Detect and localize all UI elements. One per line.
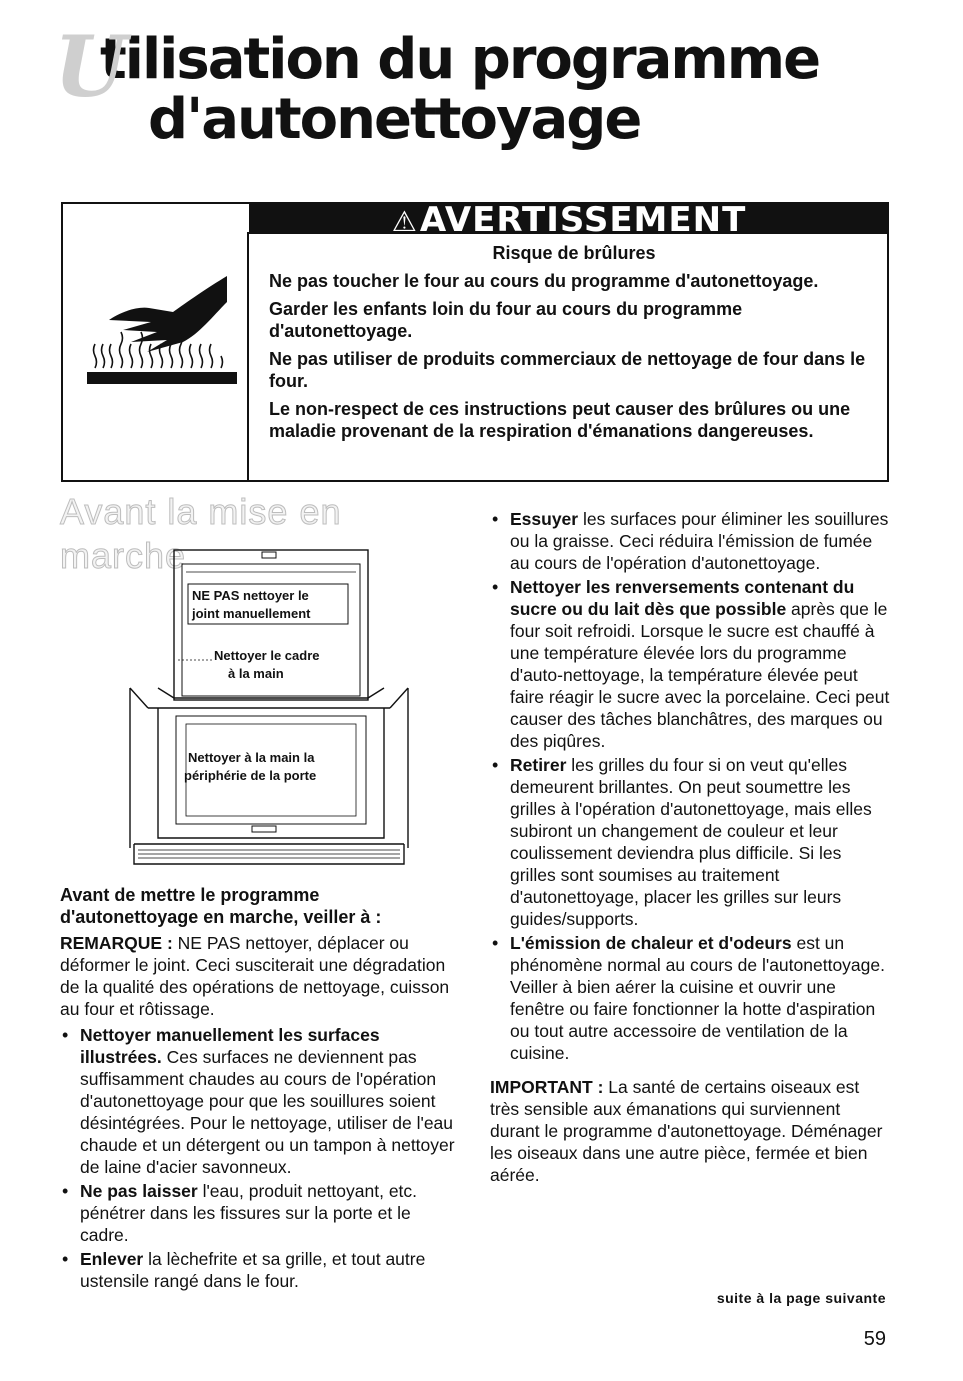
warning-header-label: AVERTISSEMENT <box>419 200 747 240</box>
warning-text <box>269 242 879 448</box>
callout-door-line-2: périphérie de la porte <box>184 768 317 783</box>
list-item <box>60 1248 460 1292</box>
note-text: NE PAS nettoyer, déplacer ou déformer le joint. Ceci susciterait une dégradation de la qualité des opérations de nettoyage, cuisson au four et rôtissage. <box>60 933 450 1019</box>
bullet-lead: Ne pas laisser <box>80 1181 198 1201</box>
bullet-lead: Enlever <box>80 1249 144 1269</box>
warning-line-4: Le non-respect de ces instructions peut causer des brûlures ou une maladie provenant de la respiration d'émanations dangereuses. <box>269 399 851 441</box>
svg-text:à la main <box>228 666 284 681</box>
list-item <box>490 754 890 930</box>
bullet-lead: Essuyer <box>510 509 579 529</box>
list-item <box>60 1024 460 1178</box>
list-item <box>490 932 890 1064</box>
list-item <box>60 1180 460 1246</box>
bullet-text: est un phénomène normal au cours de l'autonettoyage. Veiller à bien aérer la cuisine et ouvrir une fenêtre ou faire fonctionner la hotte d'aspiration ou tout autre accessoire de ventilation de la cuisine. <box>510 933 885 1063</box>
important-text: La santé de certains oiseaux est très sensible aux émanations qui surviennent durant le programme d'autonettoyage. Déménager les oiseaux dans une autre pièce, fermée et bien aérée. <box>490 1077 883 1185</box>
continued-note: suite à la page suivante <box>716 1290 886 1306</box>
warning-line-2: Garder les enfants loin du four au cours du programme d'autonettoyage. <box>269 299 743 341</box>
warning-heading: Risque de brûlures <box>492 243 656 263</box>
right-bullet-list <box>490 508 890 1064</box>
warning-divider <box>247 232 249 482</box>
list-item <box>490 576 890 752</box>
bullet-text: les grilles du four si on veut qu'elles demeurent brillantes. On peut soumettre les grilles à l'opération d'autonettoyage, mais elles subiront un changement de couleur et leur coulissement deviendra plus difficile. Si les grilles sont soumises au traitement d'autonettoyage, placer les grilles sur leurs guides/supports. <box>510 755 872 929</box>
page-title <box>54 17 940 152</box>
bullet-lead: Retirer <box>510 755 567 775</box>
svg-text:Nettoyer à la main la <box>188 750 315 765</box>
left-heading: Avant de mettre le programme d'autonettoyage en marche, veiller à : <box>60 885 382 927</box>
bullet-text: les surfaces pour éliminer les souillures ou la graisse. Ceci réduira l'émission de fumée au cours de l'opération d'autonettoyage. <box>510 509 889 573</box>
bullet-text: Ces surfaces ne deviennent pas suffisamment chaudes au cours de l'opération d'autonettoyage pour que les souillures soient désintégrées. Pour le nettoyage, utiliser de l'eau chaude et un détergent ou un tampon à nettoyer de laine d'acier savonneux. <box>80 1047 455 1177</box>
important-paragraph <box>490 1076 890 1186</box>
left-bullet-list <box>60 1024 460 1292</box>
bullet-text: la lèchefrite et sa grille, et tout autre ustensile rangé dans le four. <box>80 1249 426 1291</box>
svg-text:périphérie de la porte <box>184 768 316 783</box>
page-number: 59 <box>863 1328 886 1350</box>
bullet-text: après que le four soit refroidi. Lorsque le sucre est chauffé à une température élevée lors du programme d'auto-nettoyage, la température élevée peut faire réagir le sucre avec la porcelaine. Ceci peut causer des tâches blanchâtres, des marques ou des piqûres. <box>510 599 890 751</box>
bullet-lead: Nettoyer les renversements contenant du sucre ou du lait dès que possible <box>510 577 855 619</box>
warning-box <box>61 202 889 482</box>
hot-surface-hand-icon <box>87 268 237 388</box>
note-paragraph <box>60 932 460 1020</box>
svg-text:NE PAS nettoyer le <box>192 588 309 603</box>
oven-door-illustration <box>128 548 410 870</box>
warning-line-3: Ne pas utiliser de produits commerciaux de nettoyage de four dans le four. <box>269 349 866 391</box>
bullet-text: l'eau, produit nettoyant, etc. pénétrer dans les fissures sur la porte et le cadre. <box>80 1181 418 1245</box>
bullet-lead: Nettoyer manuellement les surfaces illustrées. <box>80 1025 380 1067</box>
warning-header <box>249 200 889 240</box>
warning-line-1: Ne pas toucher le four au cours du programme d'autonettoyage. <box>269 271 819 291</box>
title-line-1: tilisation du programme <box>100 27 820 92</box>
bullet-lead: L'émission de chaleur et d'odeurs <box>510 933 792 953</box>
svg-text:joint manuellement <box>191 606 311 621</box>
svg-text:Nettoyer le cadre <box>214 648 320 663</box>
callout-frame-line-2: à la main <box>228 666 284 681</box>
important-label: IMPORTANT : <box>490 1077 604 1097</box>
section-title: Avant la mise en marche <box>60 491 342 576</box>
callout-frame-line-1: Nettoyer le cadre <box>214 648 320 663</box>
title-decorative-initial: U <box>54 17 128 116</box>
left-column <box>60 884 460 1294</box>
note-label: REMARQUE : <box>60 933 173 953</box>
callout-door-line-1: Nettoyer à la main la <box>188 750 315 765</box>
callout-gasket-line-2: joint manuellement <box>192 606 311 621</box>
list-item <box>490 508 890 574</box>
warning-triangle-icon: ⚠ <box>391 205 418 238</box>
title-line-2: d'autonettoyage <box>148 87 641 152</box>
right-column <box>490 508 890 1190</box>
callout-gasket-line-1: NE PAS nettoyer le <box>192 588 309 603</box>
